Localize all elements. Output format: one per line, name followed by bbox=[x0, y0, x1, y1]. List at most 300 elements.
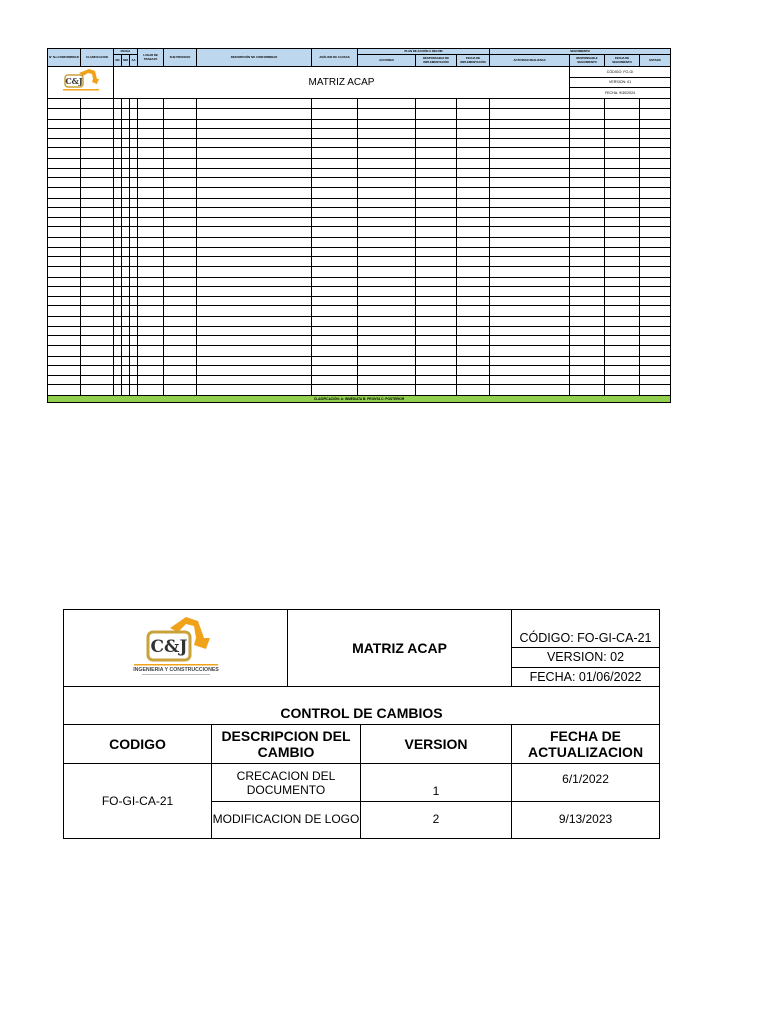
matrix-cell bbox=[48, 159, 81, 169]
matrix-cell bbox=[138, 227, 164, 238]
matrix-empty-row bbox=[48, 345, 671, 356]
matrix-cell bbox=[640, 108, 671, 119]
matrix-empty-row bbox=[48, 99, 671, 109]
matrix-cell bbox=[312, 287, 358, 297]
matrix-cell bbox=[358, 366, 416, 376]
control-title-spacer bbox=[64, 687, 660, 703]
matrix-cell bbox=[358, 317, 416, 327]
matrix-cell bbox=[138, 366, 164, 376]
matrix-cell bbox=[138, 138, 164, 148]
col-responsable-implementacion: RESPONSABLE DE IMPLEMENTACIÓN bbox=[416, 55, 457, 67]
matrix-cell bbox=[81, 138, 114, 148]
matrix-cell bbox=[48, 257, 81, 267]
matrix-cell bbox=[164, 198, 197, 208]
matrix-cell bbox=[81, 187, 114, 198]
matrix-cell bbox=[416, 208, 457, 218]
matrix-empty-row bbox=[48, 129, 671, 139]
matrix-cell bbox=[570, 198, 605, 208]
matrix-cell bbox=[48, 168, 81, 178]
matrix-cell bbox=[640, 148, 671, 159]
matrix-cell bbox=[416, 287, 457, 297]
matrix-cell bbox=[605, 296, 640, 306]
matrix-cell bbox=[48, 277, 81, 287]
matrix-cell bbox=[122, 287, 130, 297]
matrix-cell bbox=[640, 277, 671, 287]
matrix-cell bbox=[114, 129, 122, 139]
matrix-cell bbox=[640, 266, 671, 277]
matrix-cell bbox=[81, 108, 114, 119]
col-seguimiento: SEGUIMIENTO bbox=[490, 49, 671, 55]
changelog-version: VERSION: 02 bbox=[512, 648, 660, 668]
matrix-cell bbox=[81, 178, 114, 188]
matrix-cell bbox=[640, 217, 671, 227]
col-aa: AA bbox=[130, 55, 138, 67]
matrix-cell bbox=[605, 336, 640, 346]
matrix-cell bbox=[114, 345, 122, 356]
row-descripcion: CRECACION DEL DOCUMENTO bbox=[212, 764, 361, 802]
matrix-cell bbox=[81, 345, 114, 356]
matrix-empty-row bbox=[48, 119, 671, 129]
matrix-cell bbox=[312, 356, 358, 366]
matrix-cell bbox=[570, 345, 605, 356]
matrix-empty-row bbox=[48, 375, 671, 385]
matrix-cell bbox=[358, 119, 416, 129]
matrix-cell bbox=[81, 198, 114, 208]
matrix-cell bbox=[122, 266, 130, 277]
matrix-cell bbox=[490, 356, 570, 366]
matrix-cell bbox=[457, 138, 490, 148]
matrix-cell bbox=[457, 336, 490, 346]
matrix-cell bbox=[164, 119, 197, 129]
matrix-cell bbox=[490, 138, 570, 148]
matrix-cell bbox=[312, 366, 358, 376]
matrix-cell bbox=[81, 317, 114, 327]
matrix-cell bbox=[164, 326, 197, 336]
matrix-title: MATRIZ ACAP bbox=[114, 67, 570, 99]
matrix-cell bbox=[197, 366, 312, 376]
matrix-cell bbox=[358, 336, 416, 346]
col-clasificacion: CLASIFICACION bbox=[81, 49, 114, 67]
matrix-cell bbox=[640, 356, 671, 366]
changelog-code: CÓDIGO: FO-GI-CA-21 bbox=[512, 610, 660, 648]
matrix-cell bbox=[605, 148, 640, 159]
matrix-cell bbox=[130, 317, 138, 327]
matrix-cell bbox=[197, 238, 312, 248]
matrix-cell bbox=[81, 148, 114, 159]
matrix-cell bbox=[358, 129, 416, 139]
matrix-cell bbox=[605, 178, 640, 188]
matrix-cell bbox=[416, 99, 457, 109]
col-estado: ESTADO bbox=[640, 55, 671, 67]
matrix-cell bbox=[122, 257, 130, 267]
matrix-cell bbox=[570, 129, 605, 139]
matrix-cell bbox=[130, 336, 138, 346]
matrix-cell bbox=[605, 366, 640, 376]
matrix-cell bbox=[605, 159, 640, 169]
matrix-cell bbox=[457, 198, 490, 208]
matrix-cell bbox=[416, 198, 457, 208]
matrix-cell bbox=[605, 317, 640, 327]
matrix-cell bbox=[312, 148, 358, 159]
matrix-cell bbox=[416, 277, 457, 287]
matrix-cell bbox=[114, 227, 122, 238]
matrix-cell bbox=[130, 356, 138, 366]
matrix-cell bbox=[570, 217, 605, 227]
matrix-cell bbox=[605, 138, 640, 148]
matrix-cell bbox=[130, 108, 138, 119]
changelog-logo-cell bbox=[64, 610, 288, 687]
matrix-cell bbox=[81, 257, 114, 267]
matrix-cell bbox=[48, 336, 81, 346]
matrix-cell bbox=[605, 356, 640, 366]
matrix-cell bbox=[122, 198, 130, 208]
matrix-cell bbox=[416, 317, 457, 327]
matrix-cell bbox=[605, 306, 640, 317]
matrix-cell bbox=[48, 385, 81, 396]
matrix-cell bbox=[164, 277, 197, 287]
matrix-cell bbox=[48, 375, 81, 385]
matrix-cell bbox=[605, 208, 640, 218]
matrix-cell bbox=[138, 336, 164, 346]
matrix-cell bbox=[48, 227, 81, 238]
matrix-cell bbox=[490, 168, 570, 178]
matrix-cell bbox=[197, 168, 312, 178]
header-fecha: FECHA DE ACTUALIZACION bbox=[512, 725, 660, 764]
matrix-cell bbox=[197, 287, 312, 297]
matrix-cell bbox=[312, 159, 358, 169]
matrix-cell bbox=[138, 326, 164, 336]
matrix-cell bbox=[138, 178, 164, 188]
matrix-cell bbox=[122, 336, 130, 346]
matrix-cell bbox=[605, 345, 640, 356]
matrix-cell bbox=[312, 317, 358, 327]
matrix-cell bbox=[640, 208, 671, 218]
matrix-cell bbox=[570, 187, 605, 198]
matrix-cell bbox=[416, 257, 457, 267]
matrix-cell bbox=[457, 287, 490, 297]
matrix-cell bbox=[358, 287, 416, 297]
matrix-cell bbox=[640, 366, 671, 376]
matrix-cell bbox=[114, 217, 122, 227]
matrix-cell bbox=[138, 345, 164, 356]
matrix-cell bbox=[114, 108, 122, 119]
matrix-cell bbox=[138, 198, 164, 208]
matrix-cell bbox=[114, 238, 122, 248]
matrix-empty-row bbox=[48, 208, 671, 218]
matrix-cell bbox=[130, 247, 138, 257]
matrix-cell bbox=[416, 227, 457, 238]
matrix-cell bbox=[197, 306, 312, 317]
matrix-cell bbox=[164, 336, 197, 346]
matrix-cell bbox=[114, 148, 122, 159]
matrix-cell bbox=[48, 287, 81, 297]
matrix-cell bbox=[81, 356, 114, 366]
matrix-cell bbox=[48, 148, 81, 159]
matrix-cell bbox=[164, 138, 197, 148]
matrix-cell bbox=[81, 99, 114, 109]
matrix-cell bbox=[130, 277, 138, 287]
matrix-cell bbox=[358, 238, 416, 248]
matrix-cell bbox=[570, 238, 605, 248]
matrix-cell bbox=[197, 119, 312, 129]
row-codigo: FO-GI-CA-21 bbox=[64, 764, 212, 839]
matrix-cell bbox=[138, 238, 164, 248]
matrix-cell bbox=[114, 287, 122, 297]
matrix-cell bbox=[114, 138, 122, 148]
control-de-cambios-title: CONTROL DE CAMBIOS bbox=[64, 703, 660, 725]
matrix-cell bbox=[81, 238, 114, 248]
matrix-cell bbox=[605, 187, 640, 198]
matrix-cell bbox=[416, 238, 457, 248]
matrix-cell bbox=[605, 129, 640, 139]
matrix-cell bbox=[570, 336, 605, 346]
matrix-cell bbox=[490, 385, 570, 396]
matrix-cell bbox=[416, 247, 457, 257]
matrix-cell bbox=[312, 99, 358, 109]
matrix-cell bbox=[570, 385, 605, 396]
matrix-cell bbox=[197, 99, 312, 109]
col-acciones: ACCIONES bbox=[358, 55, 416, 67]
matrix-cell bbox=[114, 385, 122, 396]
matrix-cell bbox=[416, 168, 457, 178]
matrix-footer-classification: CLASIFICACIÓN: A: INMEDIATA B: PRONTA C: POSTERIOR bbox=[48, 396, 671, 403]
matrix-cell bbox=[312, 198, 358, 208]
matrix-empty-row bbox=[48, 138, 671, 148]
matrix-cell bbox=[122, 345, 130, 356]
matrix-cell bbox=[114, 99, 122, 109]
matrix-cell bbox=[605, 257, 640, 267]
matrix-cell bbox=[490, 317, 570, 327]
matrix-cell bbox=[490, 178, 570, 188]
matrix-cell bbox=[358, 247, 416, 257]
matrix-cell bbox=[114, 198, 122, 208]
matrix-cell bbox=[457, 306, 490, 317]
matrix-cell bbox=[312, 138, 358, 148]
col-dd: DD bbox=[114, 55, 122, 67]
matrix-cell bbox=[164, 108, 197, 119]
matrix-cell bbox=[114, 317, 122, 327]
matrix-cell bbox=[457, 247, 490, 257]
matrix-cell bbox=[457, 168, 490, 178]
matrix-cell bbox=[164, 178, 197, 188]
matrix-cell bbox=[605, 385, 640, 396]
matrix-cell bbox=[640, 345, 671, 356]
matrix-cell bbox=[640, 326, 671, 336]
matrix-cell bbox=[570, 159, 605, 169]
matrix-cell bbox=[138, 168, 164, 178]
matrix-cell bbox=[114, 247, 122, 257]
matrix-cell bbox=[138, 317, 164, 327]
matrix-cell bbox=[312, 375, 358, 385]
matrix-cell bbox=[122, 227, 130, 238]
matrix-cell bbox=[114, 366, 122, 376]
col-fecha-implementacion: FECHA DE IMPLEMENTACIÓN bbox=[457, 55, 490, 67]
matrix-cell bbox=[457, 366, 490, 376]
matrix-cell bbox=[164, 287, 197, 297]
matrix-cell bbox=[490, 326, 570, 336]
matrix-cell bbox=[457, 266, 490, 277]
matrix-empty-row bbox=[48, 336, 671, 346]
matrix-cell bbox=[197, 198, 312, 208]
matrix-empty-row bbox=[48, 287, 671, 297]
matrix-cell bbox=[605, 168, 640, 178]
matrix-empty-row bbox=[48, 227, 671, 238]
matrix-cell bbox=[640, 336, 671, 346]
matrix-cell bbox=[416, 138, 457, 148]
matrix-cell bbox=[48, 306, 81, 317]
matrix-cell bbox=[114, 356, 122, 366]
matrix-cell bbox=[312, 187, 358, 198]
matrix-cell bbox=[570, 296, 605, 306]
matrix-cell bbox=[48, 296, 81, 306]
matrix-cell bbox=[312, 129, 358, 139]
matrix-cell bbox=[122, 138, 130, 148]
matrix-empty-row bbox=[48, 187, 671, 198]
matrix-cell bbox=[122, 317, 130, 327]
row-version: 2 bbox=[361, 802, 512, 839]
matrix-cell bbox=[570, 108, 605, 119]
matrix-cell bbox=[114, 336, 122, 346]
matrix-cell bbox=[114, 208, 122, 218]
matrix-cell bbox=[358, 345, 416, 356]
matrix-cell bbox=[457, 356, 490, 366]
matrix-cell bbox=[605, 119, 640, 129]
matrix-cell bbox=[122, 217, 130, 227]
matrix-cell bbox=[130, 187, 138, 198]
matrix-cell bbox=[114, 187, 122, 198]
matrix-cell bbox=[490, 129, 570, 139]
matrix-cell bbox=[416, 306, 457, 317]
matrix-cell bbox=[312, 238, 358, 248]
matrix-cell bbox=[640, 385, 671, 396]
matrix-cell bbox=[312, 296, 358, 306]
matrix-cell bbox=[197, 257, 312, 267]
matrix-cell bbox=[457, 99, 490, 109]
matrix-cell bbox=[81, 277, 114, 287]
header-version: VERSION bbox=[361, 725, 512, 764]
matrix-cell bbox=[138, 296, 164, 306]
matrix-empty-row bbox=[48, 266, 671, 277]
matrix-cell bbox=[640, 227, 671, 238]
matrix-cell bbox=[81, 266, 114, 277]
matrix-cell bbox=[122, 108, 130, 119]
matrix-cell bbox=[81, 306, 114, 317]
col-mm: MM bbox=[122, 55, 130, 67]
matrix-logo-cell bbox=[48, 67, 114, 99]
matrix-cell bbox=[570, 266, 605, 277]
matrix-empty-row bbox=[48, 306, 671, 317]
matrix-cell bbox=[138, 159, 164, 169]
matrix-cell bbox=[164, 345, 197, 356]
matrix-cell bbox=[130, 287, 138, 297]
matrix-cell bbox=[122, 119, 130, 129]
change-control-table bbox=[63, 609, 660, 839]
matrix-cell bbox=[164, 356, 197, 366]
matrix-body bbox=[48, 99, 671, 396]
matrix-cell bbox=[457, 317, 490, 327]
matrix-cell bbox=[48, 345, 81, 356]
matrix-cell bbox=[114, 375, 122, 385]
matrix-cell bbox=[164, 159, 197, 169]
matrix-cell bbox=[197, 178, 312, 188]
matrix-cell bbox=[164, 238, 197, 248]
matrix-cell bbox=[48, 366, 81, 376]
matrix-cell bbox=[114, 277, 122, 287]
row-descripcion: MODIFICACION DE LOGO bbox=[212, 802, 361, 839]
matrix-cell bbox=[605, 238, 640, 248]
matrix-cell bbox=[197, 227, 312, 238]
matrix-cell bbox=[457, 217, 490, 227]
matrix-cell bbox=[197, 385, 312, 396]
matrix-cell bbox=[640, 375, 671, 385]
matrix-cell bbox=[490, 375, 570, 385]
matrix-cell bbox=[640, 178, 671, 188]
matrix-cell bbox=[312, 306, 358, 317]
matrix-cell bbox=[490, 277, 570, 287]
matrix-cell bbox=[605, 266, 640, 277]
matrix-cell bbox=[81, 296, 114, 306]
matrix-cell bbox=[490, 119, 570, 129]
matrix-cell bbox=[138, 257, 164, 267]
matrix-cell bbox=[122, 148, 130, 159]
matrix-cell bbox=[81, 168, 114, 178]
matrix-cell bbox=[570, 375, 605, 385]
matrix-cell bbox=[130, 257, 138, 267]
matrix-cell bbox=[81, 385, 114, 396]
matrix-cell bbox=[164, 217, 197, 227]
matrix-cell bbox=[164, 148, 197, 159]
matrix-cell bbox=[358, 326, 416, 336]
matrix-cell bbox=[197, 266, 312, 277]
matrix-cell bbox=[48, 356, 81, 366]
matrix-cell bbox=[605, 99, 640, 109]
matrix-cell bbox=[312, 336, 358, 346]
matrix-cell bbox=[312, 217, 358, 227]
matrix-cell bbox=[130, 296, 138, 306]
matrix-empty-row bbox=[48, 356, 671, 366]
matrix-cell bbox=[312, 385, 358, 396]
matrix-empty-row bbox=[48, 317, 671, 327]
matrix-cell bbox=[358, 108, 416, 119]
matrix-cell bbox=[164, 99, 197, 109]
matrix-cell bbox=[605, 326, 640, 336]
matrix-cell bbox=[130, 138, 138, 148]
matrix-cell bbox=[640, 138, 671, 148]
matrix-cell bbox=[122, 178, 130, 188]
matrix-cell bbox=[138, 356, 164, 366]
matrix-cell bbox=[122, 208, 130, 218]
row-fecha: 9/13/2023 bbox=[512, 802, 660, 839]
matrix-cell bbox=[48, 138, 81, 148]
matrix-cell bbox=[457, 296, 490, 306]
matrix-cell bbox=[122, 187, 130, 198]
matrix-cell bbox=[122, 168, 130, 178]
matrix-cell bbox=[130, 198, 138, 208]
matrix-cell bbox=[312, 108, 358, 119]
matrix-cell bbox=[164, 266, 197, 277]
col-no-conformidad: N° No CONFORMIDAD bbox=[48, 49, 81, 67]
matrix-cell bbox=[164, 168, 197, 178]
matrix-cell bbox=[457, 187, 490, 198]
matrix-cell bbox=[358, 187, 416, 198]
matrix-cell bbox=[197, 345, 312, 356]
matrix-empty-row bbox=[48, 238, 671, 248]
col-descripcion: DESCRIPCIÓN NO CONFORMIDAD bbox=[197, 49, 312, 67]
matrix-cell bbox=[130, 366, 138, 376]
matrix-cell bbox=[130, 217, 138, 227]
matrix-cell bbox=[122, 247, 130, 257]
matrix-cell bbox=[490, 336, 570, 346]
